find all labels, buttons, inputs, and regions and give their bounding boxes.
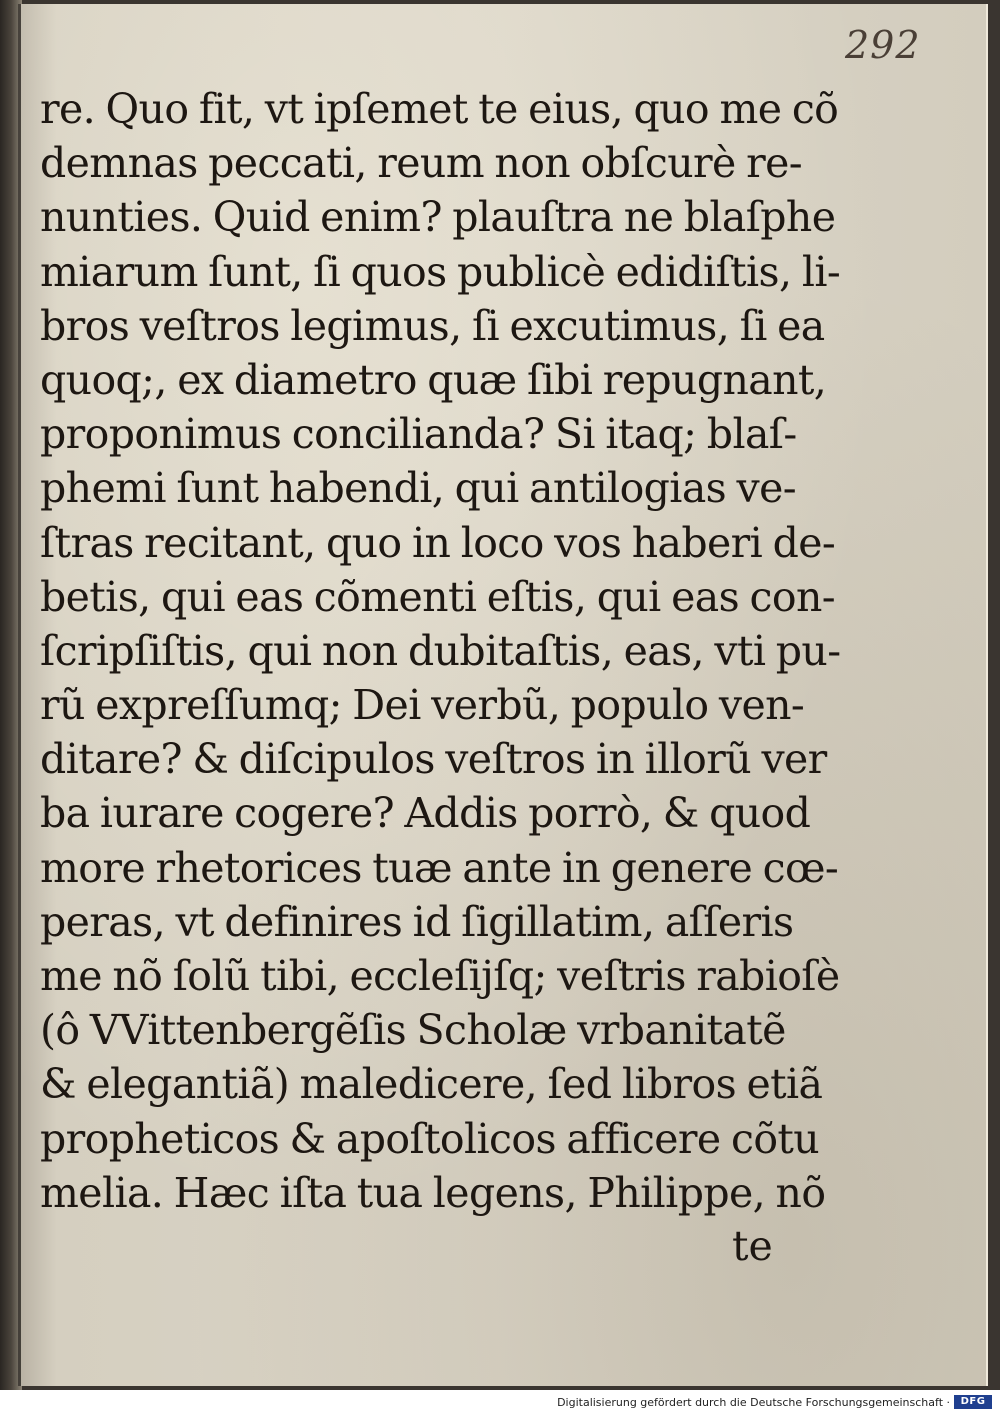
footer-bar [0, 1390, 1000, 1416]
text-line: peras, vt definires id ſigillatim, aſſeris [40, 897, 794, 946]
text-line: quoq;, ex diametro quæ ſibi repugnant, [40, 355, 827, 404]
text-line: propheticos & apoſtolicos afficere cõtu [40, 1114, 820, 1163]
text-line: ba iurare cogere? Addis porrò, & quod [40, 789, 811, 838]
page-edge-shadow [18, 4, 21, 1386]
catchword: te [732, 1222, 773, 1270]
dfg-logo-icon[interactable]: DFG [954, 1395, 992, 1409]
text-line: ditare? & diſcipulos veſtros in illorũ ver [40, 735, 827, 784]
body-text [40, 82, 841, 1220]
text-line: ſcripſiſtis, qui non dubitaſtis, eas, vti pu- [40, 626, 841, 675]
text-line: phemi ſunt habendi, qui antilogias ve- [40, 464, 797, 513]
text-line: melia. Hæc iſta tua legens, Philippe, nõ [40, 1168, 826, 1217]
text-line: demnas peccati, reum non obſcurè re- [40, 139, 803, 188]
funding-credit: Digitalisierung gefördert durch die Deutsche Forschungsgemeinschaft · [557, 1396, 950, 1409]
text-line: miarum ſunt, ſi quos publicè edidiſtis, li- [40, 247, 841, 296]
text-line: nunties. Quid enim? plauſtra ne blaſphe [40, 193, 836, 242]
text-line: proponimus concilianda? Si itaq; blaſ- [40, 410, 797, 459]
folio-number: 292 [845, 23, 921, 67]
text-line: & elegantiã) maledicere, ſed libros etiã [40, 1060, 823, 1109]
text-line: betis, qui eas cõmenti eſtis, qui eas con- [40, 572, 836, 621]
text-line: re. Quo fit, vt ipſemet te eius, quo me cõ [40, 85, 839, 133]
text-line: ſtras recitant, quo in loco vos haberi de- [40, 518, 836, 567]
text-line: me nõ ſolũ tibi, eccleſijſq; veſtris rabioſè [40, 952, 840, 1000]
text-line: (ô VVittenbergẽſis Scholæ vrbanitatẽ [40, 1006, 786, 1055]
text-line: bros veſtros legimus, ſi excutimus, ſi ea [40, 301, 825, 350]
text-line: more rhetorices tuæ ante in genere cœ- [40, 843, 839, 892]
text-line: rũ expreſſumq; Dei verbũ, populo ven- [40, 681, 805, 730]
